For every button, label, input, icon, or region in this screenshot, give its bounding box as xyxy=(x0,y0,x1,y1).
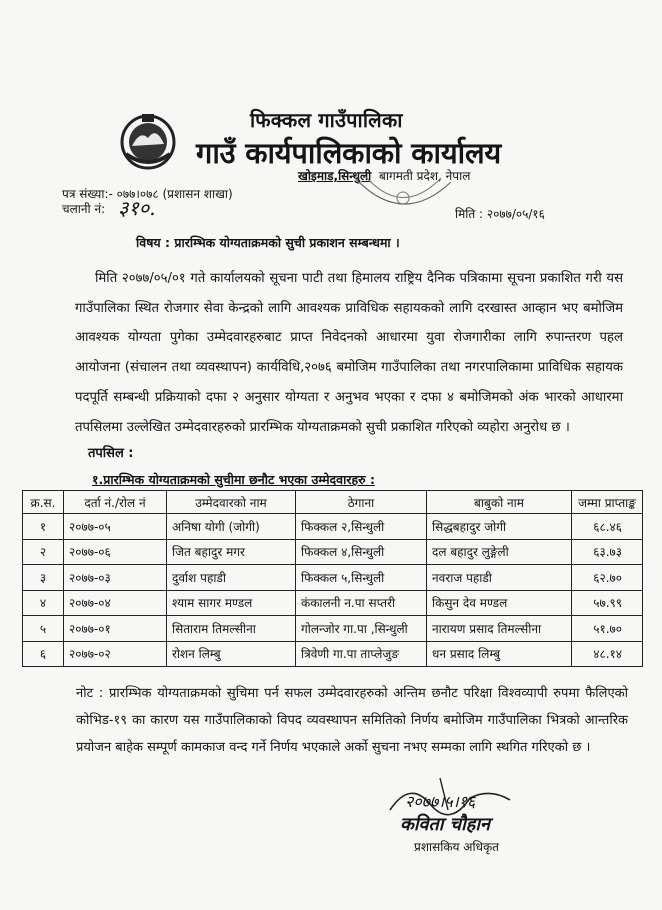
cell-address: फिक्कल २,सिन्धुली xyxy=(296,514,427,540)
table-row xyxy=(23,616,643,642)
cell-roll: २०७७-०२ xyxy=(64,641,167,667)
cell-serial: ३ xyxy=(23,565,64,591)
cell-father: किसुन देव मण्डल xyxy=(427,590,572,616)
cell-total: ४८.१४ xyxy=(572,641,643,667)
cell-father: धन प्रसाद लिम्बु xyxy=(427,641,572,667)
signatory-name: कविता चौहान xyxy=(400,814,490,835)
cell-roll: २०७७-०५ xyxy=(64,514,167,540)
list-title: १.प्रारम्भिक योग्यताक्रमको सुचीमा छनौट भएका उम्मेदवारहरु : xyxy=(92,472,375,487)
note-paragraph: नोट : प्रारम्भिक योग्यताक्रमको सुचिमा पर्न सफल उम्मेदवारहरुको अन्तिम छनौट परिक्षा विश्वव्यापी रुपमा फैलिएको कोभिड-१९ का कारण यस गाउँपालिकाको विपद व्यवस्थापन समितिको निर्णय बमोजिम गाउँपालिका भित्रको आन्तरिक प्रयोजन बाहेक सम्पूर्ण कामकाज वन्द गर्ने निर्णय भएकाले अर्को सुचना नभए सम्मका लागि स्थगित गरिएको छ । xyxy=(76,686,628,755)
cell-roll: २०७७-०१ xyxy=(64,616,167,642)
col-roll: दर्ता नं./रोल नं xyxy=(64,491,167,514)
table-row xyxy=(23,539,643,565)
cell-total: ५१.७० xyxy=(572,616,643,642)
cell-father: नवराज पहाडी xyxy=(427,565,572,591)
cell-name: दुर्वाश पहाडी xyxy=(167,565,296,591)
cell-serial: ५ xyxy=(23,616,64,642)
cell-address: गोलन्जोर गा.पा ,सिन्धुली xyxy=(296,616,427,642)
col-serial: क्र.स. xyxy=(23,491,64,514)
office-stamp xyxy=(347,168,457,240)
cell-total: ५७.९९ xyxy=(572,590,643,616)
letter-number: पत्र संख्या:- ०७७।०७८ (प्रशासन शाखा) xyxy=(62,187,233,201)
cell-father: नारायण प्रसाद तिमल्सीना xyxy=(427,616,572,642)
cell-serial: ६ xyxy=(23,641,64,667)
table-row xyxy=(23,641,643,667)
cell-roll: २०७७-०६ xyxy=(64,539,167,565)
dispatch-label: चलानी नं: xyxy=(62,202,106,216)
cell-address: कंकालनी न.पा सप्तरी xyxy=(296,590,427,616)
body-text: मिति २०७७/०५/०१ गते कार्यालयको सूचना पाटी तथा हिमालय राष्ट्रिय दैनिक पत्रिकामा सूचना प्रकाशित गरी यस गाउँपालिका स्थित रोजगार सेवा केन्द्रको लागि आवश्यक प्राविधिक सहायकको लागि दरखास्त आव्हान भए बमोजिम आवश्यक योग्यता पुगेका उम्मेदवारहरुबाट प्राप्त निवेदनको आधारमा युवा रोजगारीका लागि रुपान्तरण पहल आयोजना (संचालन तथा व्यवस्थापन) कार्यविधि,२०७६ बमोजिम गाउँपालिका तथा नगरपालिकामा प्राविधिक सहायक पदपूर्ति सम्बन्धी प्रक्रियाको दफा २ अनुसार योग्यता र अनुभव भएका र दफा ४ बमोजिमको अंक भारको आधारमा तपसिलमा उल्लेखित उम्मेदवारहरुको प्रारम्भिक योग्यताक्रमको सुची प्रकाशित गरिएको व्यहोरा अनुरोध छ । xyxy=(75,271,623,435)
col-name: उम्मेदवारको नाम xyxy=(167,491,296,514)
dispatch-number: ३१०. xyxy=(118,196,156,220)
cell-roll: २०७७-०३ xyxy=(64,565,167,591)
cell-name: सिताराम तिमल्सीना xyxy=(167,616,296,642)
cell-father: सिद्धबहादुर जोगी xyxy=(427,514,572,540)
subject-line: विषय : प्रारम्भिक योग्यताक्रमको सुची प्रकाशन सम्बन्धमा । xyxy=(136,235,400,250)
cell-name: अनिषा योगी (जोगी) xyxy=(167,514,296,540)
document-date: मिति : २०७७/०५/१६ xyxy=(455,207,545,221)
address-province: बागमती प्रदेश, नेपाल xyxy=(379,169,471,183)
signatory-title: प्रशासकिय अधिकृत xyxy=(414,840,500,854)
cell-address: फिक्कल ५,सिन्धुली xyxy=(296,565,427,591)
candidate-table xyxy=(22,490,643,667)
body-paragraph xyxy=(75,264,623,442)
address-local: खोइमाड,सिन्धुली xyxy=(298,169,372,183)
cell-serial: १ xyxy=(23,514,64,540)
table-row xyxy=(23,565,643,591)
col-total: जम्मा प्राप्ताङ्क xyxy=(572,491,643,514)
table-row xyxy=(23,514,643,540)
table-row xyxy=(23,590,643,616)
col-address: ठेगाना xyxy=(296,491,427,514)
cell-total: ६८.४६ xyxy=(572,514,643,540)
cell-address: त्रिवेणी गा.पा ताप्लेजुङ xyxy=(296,641,427,667)
cell-address: फिक्कल ४,सिन्धुली xyxy=(296,539,427,565)
cell-father: दल बहादुर लुङ्गेली xyxy=(427,539,572,565)
cell-roll: २०७७-०४ xyxy=(64,590,167,616)
office-name: फिक्कल गाउँपालिका xyxy=(250,108,403,132)
cell-total: ६३.७३ xyxy=(572,539,643,565)
cell-serial: २ xyxy=(23,539,64,565)
col-father: बाबुको नाम xyxy=(427,491,572,514)
cell-name: जित बहादुर मगर xyxy=(167,539,296,565)
tapasil-heading: तपसिल : xyxy=(88,446,134,461)
cell-name: श्याम सागर मण्डल xyxy=(167,590,296,616)
municipality-emblem-icon xyxy=(116,108,180,172)
office-title: गाउँ कार्यपालिकाको कार्यालय xyxy=(196,136,502,170)
cell-serial: ४ xyxy=(23,590,64,616)
table-header-row xyxy=(23,491,643,514)
cell-total: ६२.७० xyxy=(572,565,643,591)
handwritten-date: २०७७।५।१६ xyxy=(405,792,476,811)
cell-name: रोशन लिम्बु xyxy=(167,641,296,667)
